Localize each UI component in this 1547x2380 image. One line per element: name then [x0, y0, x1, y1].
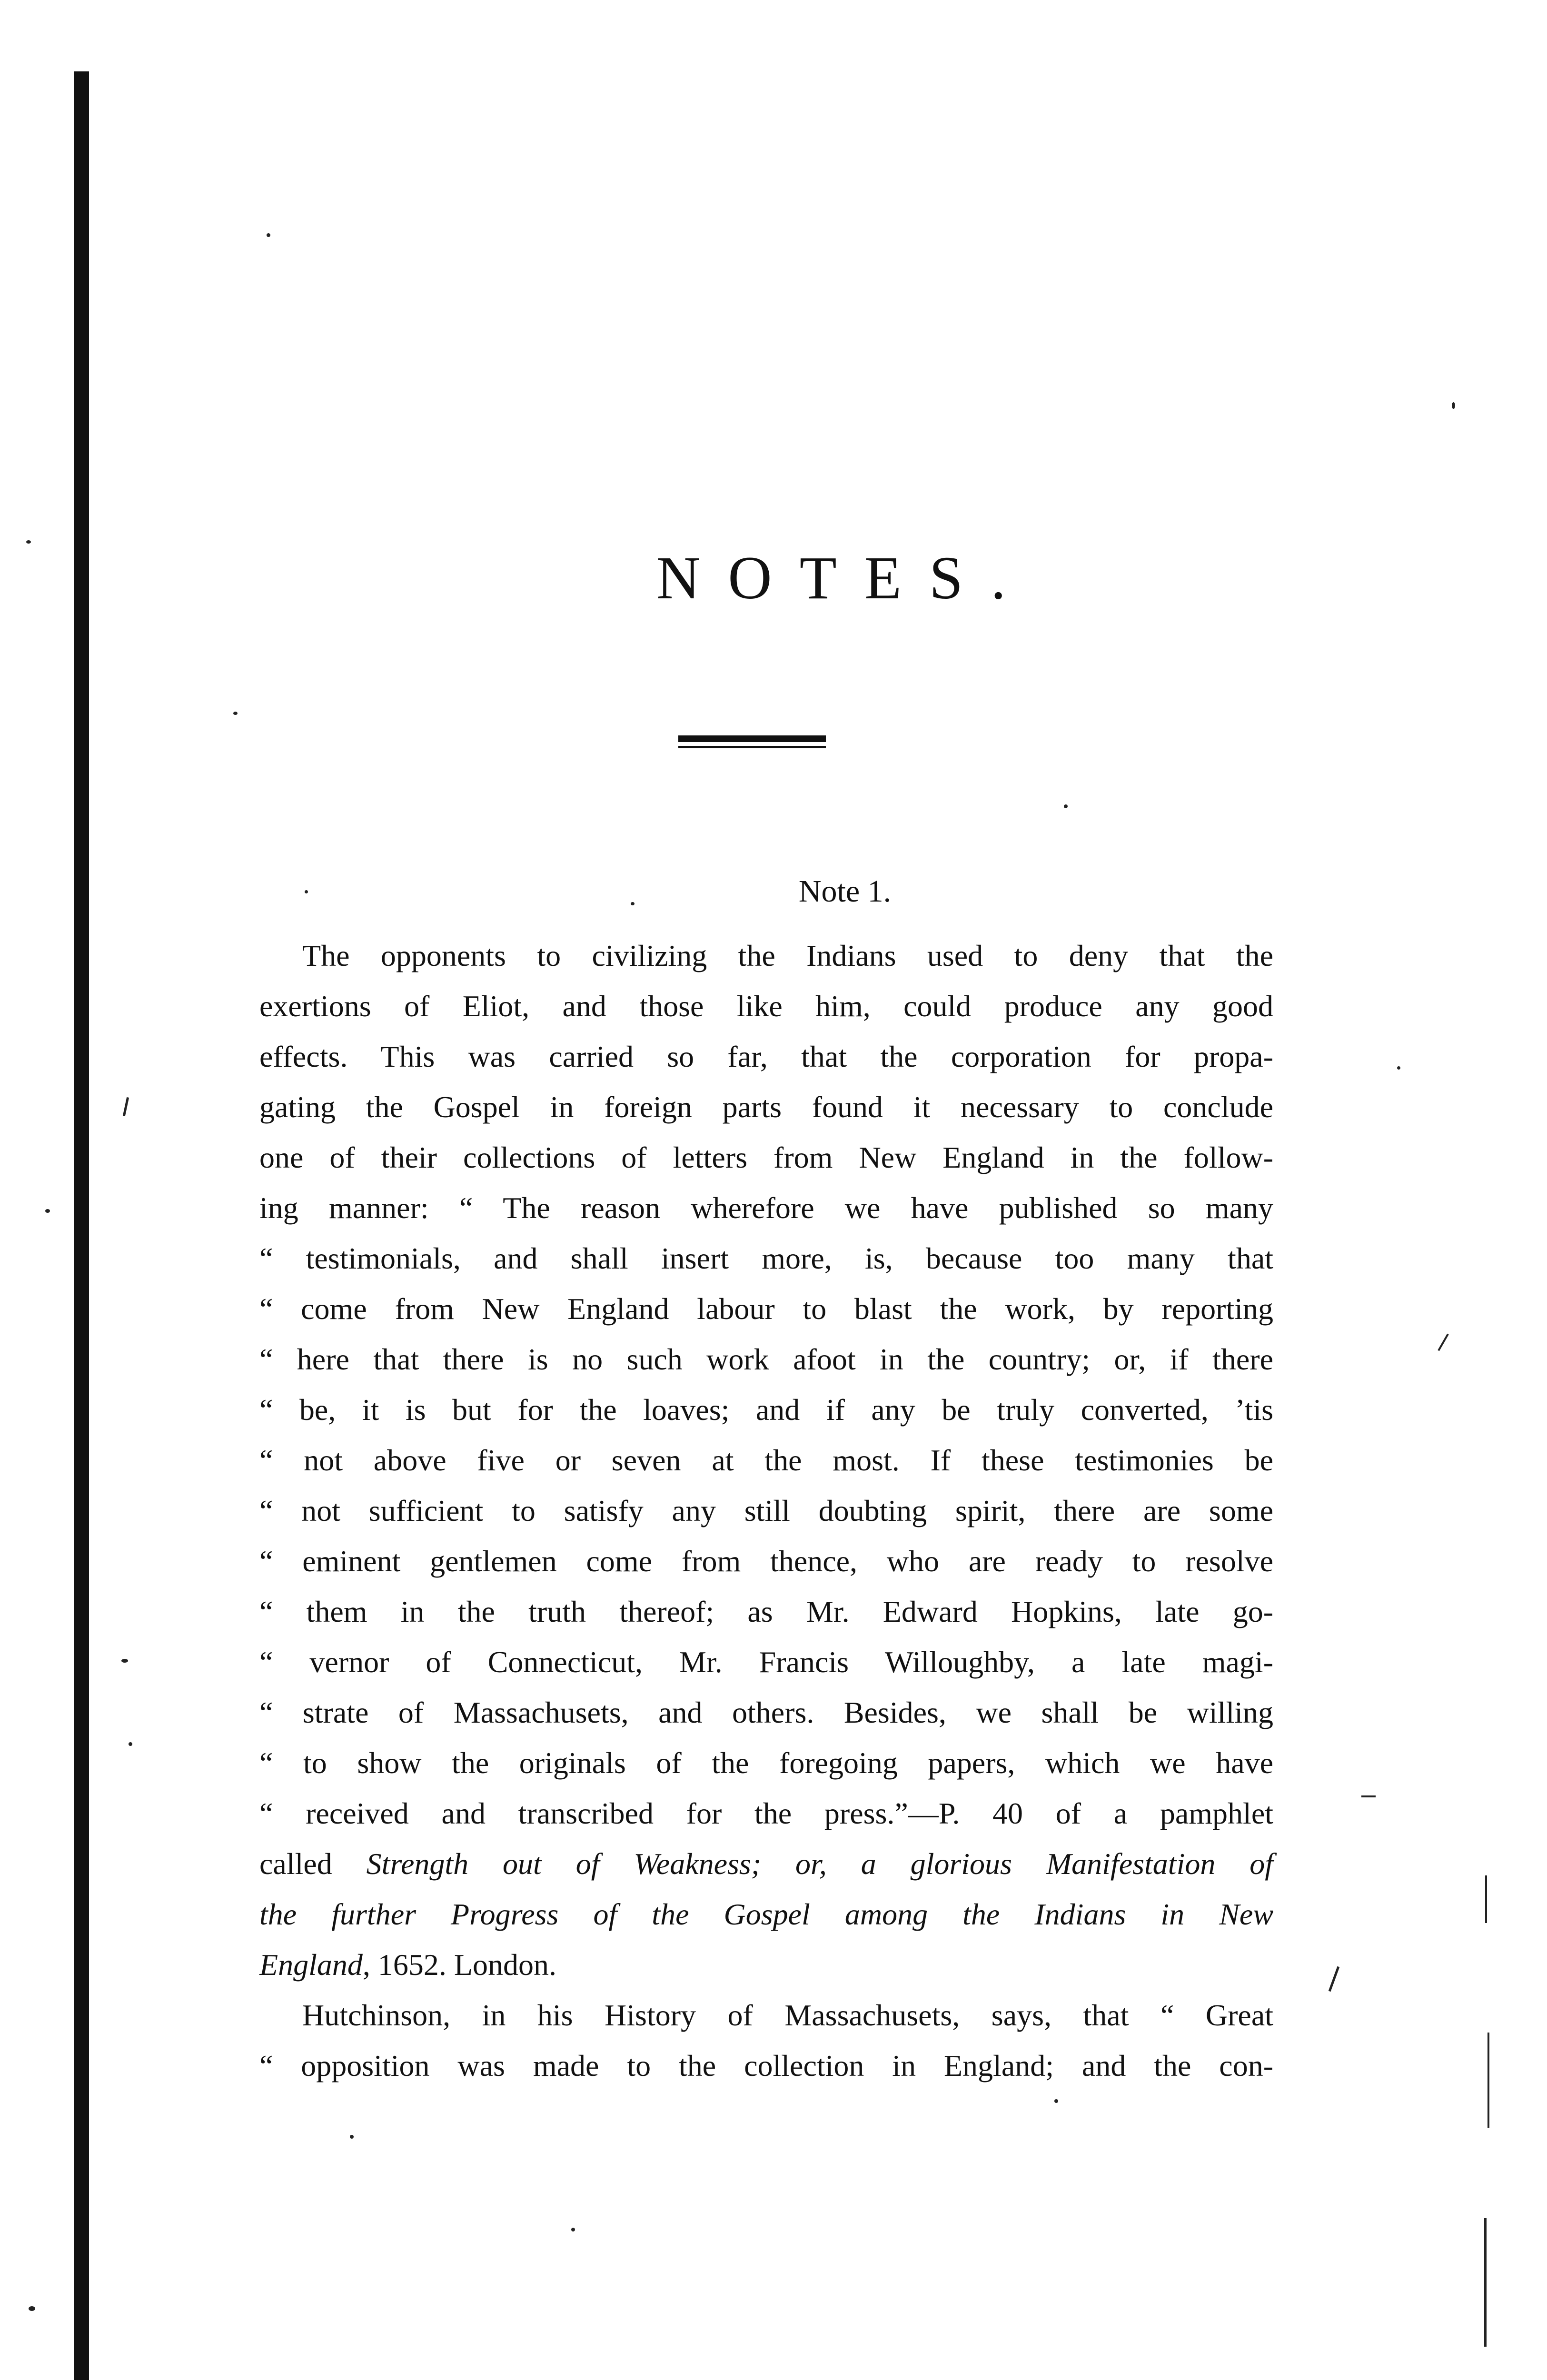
scan-speck — [631, 902, 635, 905]
text-line: effects. This was carried so far, that the corporation for propa- — [259, 1040, 1273, 1073]
text-line: Hutchinson, in his History of Massachusets, says, that “ Great — [302, 1998, 1273, 2032]
scan-speck — [29, 2306, 35, 2311]
scan-speck — [26, 540, 31, 544]
title-rule — [678, 735, 826, 748]
text-italic: Strength out of Weakness; or, a glorious Manifestation of — [366, 1847, 1273, 1881]
scan-speck — [267, 233, 270, 237]
text-line: “ testimonials, and shall insert more, is, because too many that — [259, 1241, 1273, 1275]
scan-speck — [45, 1209, 50, 1213]
text-italic: the further Progress of the Gospel among the Indians in New — [259, 1897, 1273, 1931]
margin-mark — [1484, 2218, 1487, 2347]
text-line: “ to show the originals of the foregoing papers, which we have — [259, 1746, 1273, 1780]
text-roman: called — [259, 1847, 367, 1881]
margin-mark — [1438, 1334, 1448, 1351]
text-line: “ opposition was made to the collection in England; and the con- — [259, 2049, 1273, 2082]
scan-speck — [1064, 804, 1068, 808]
text-line: “ them in the truth thereof; as Mr. Edward Hopkins, late go- — [259, 1595, 1273, 1628]
scan-speck — [129, 1742, 132, 1746]
scan-speck — [1054, 2099, 1058, 2103]
text-line: exertions of Eliot, and those like him, could produce any good — [259, 989, 1273, 1023]
binding-edge — [74, 71, 89, 2380]
margin-mark — [1329, 1966, 1340, 1992]
note-body — [259, 931, 1273, 2091]
text-line: “ received and transcribed for the press.”—P. 40 of a pamphlet — [259, 1796, 1273, 1830]
text-line: “ be, it is but for the loaves; and if any be truly converted, ’tis — [259, 1393, 1273, 1427]
text-line: “ come from New England labour to blast the work, by reporting — [259, 1292, 1273, 1326]
text-line: “ here that there is no such work afoot in the country; or, if there — [259, 1342, 1273, 1376]
page-title: NOTES. — [656, 544, 1034, 612]
text-line: The opponents to civilizing the Indians used to deny that the — [302, 939, 1273, 972]
scan-speck — [350, 2135, 354, 2139]
text-line: “ strate of Massachusets, and others. Besides, we shall be willing — [259, 1696, 1273, 1729]
scan-speck — [1397, 1066, 1400, 1070]
scan-speck — [233, 712, 238, 715]
text-line: “ eminent gentlemen come from thence, who are ready to resolve — [259, 1544, 1273, 1578]
margin-mark — [1361, 1795, 1376, 1797]
text-italic: England — [259, 1948, 363, 1982]
text-line-mixed — [259, 1889, 1273, 1940]
text-line: “ vernor of Connecticut, Mr. Francis Willoughby, a late magi- — [259, 1645, 1273, 1679]
text-line: gating the Gospel in foreign parts found it necessary to conclude — [259, 1090, 1273, 1124]
title-rule-thick — [678, 735, 826, 742]
title-rule-thin — [678, 746, 826, 748]
scan-speck — [305, 890, 308, 893]
margin-mark — [123, 1097, 129, 1116]
text-line: “ not sufficient to satisfy any still doubting spirit, there are some — [259, 1494, 1273, 1527]
text-line: one of their collections of letters from New England in the follow- — [259, 1140, 1273, 1174]
margin-mark — [1485, 1875, 1487, 1923]
text-line: “ not above five or seven at the most. If these testimonies be — [259, 1443, 1273, 1477]
scan-speck — [1452, 402, 1455, 409]
margin-mark — [1488, 2033, 1489, 2128]
scan-speck — [571, 2228, 575, 2231]
text-line-mixed — [259, 1940, 1273, 1990]
text-line-mixed — [259, 1839, 1273, 1889]
text-line: ing manner: “ The reason wherefore we have published so many — [259, 1191, 1273, 1225]
text-roman: , 1652. London. — [362, 1948, 556, 1982]
scan-speck — [121, 1659, 128, 1663]
note-heading: Note 1. — [798, 874, 892, 909]
